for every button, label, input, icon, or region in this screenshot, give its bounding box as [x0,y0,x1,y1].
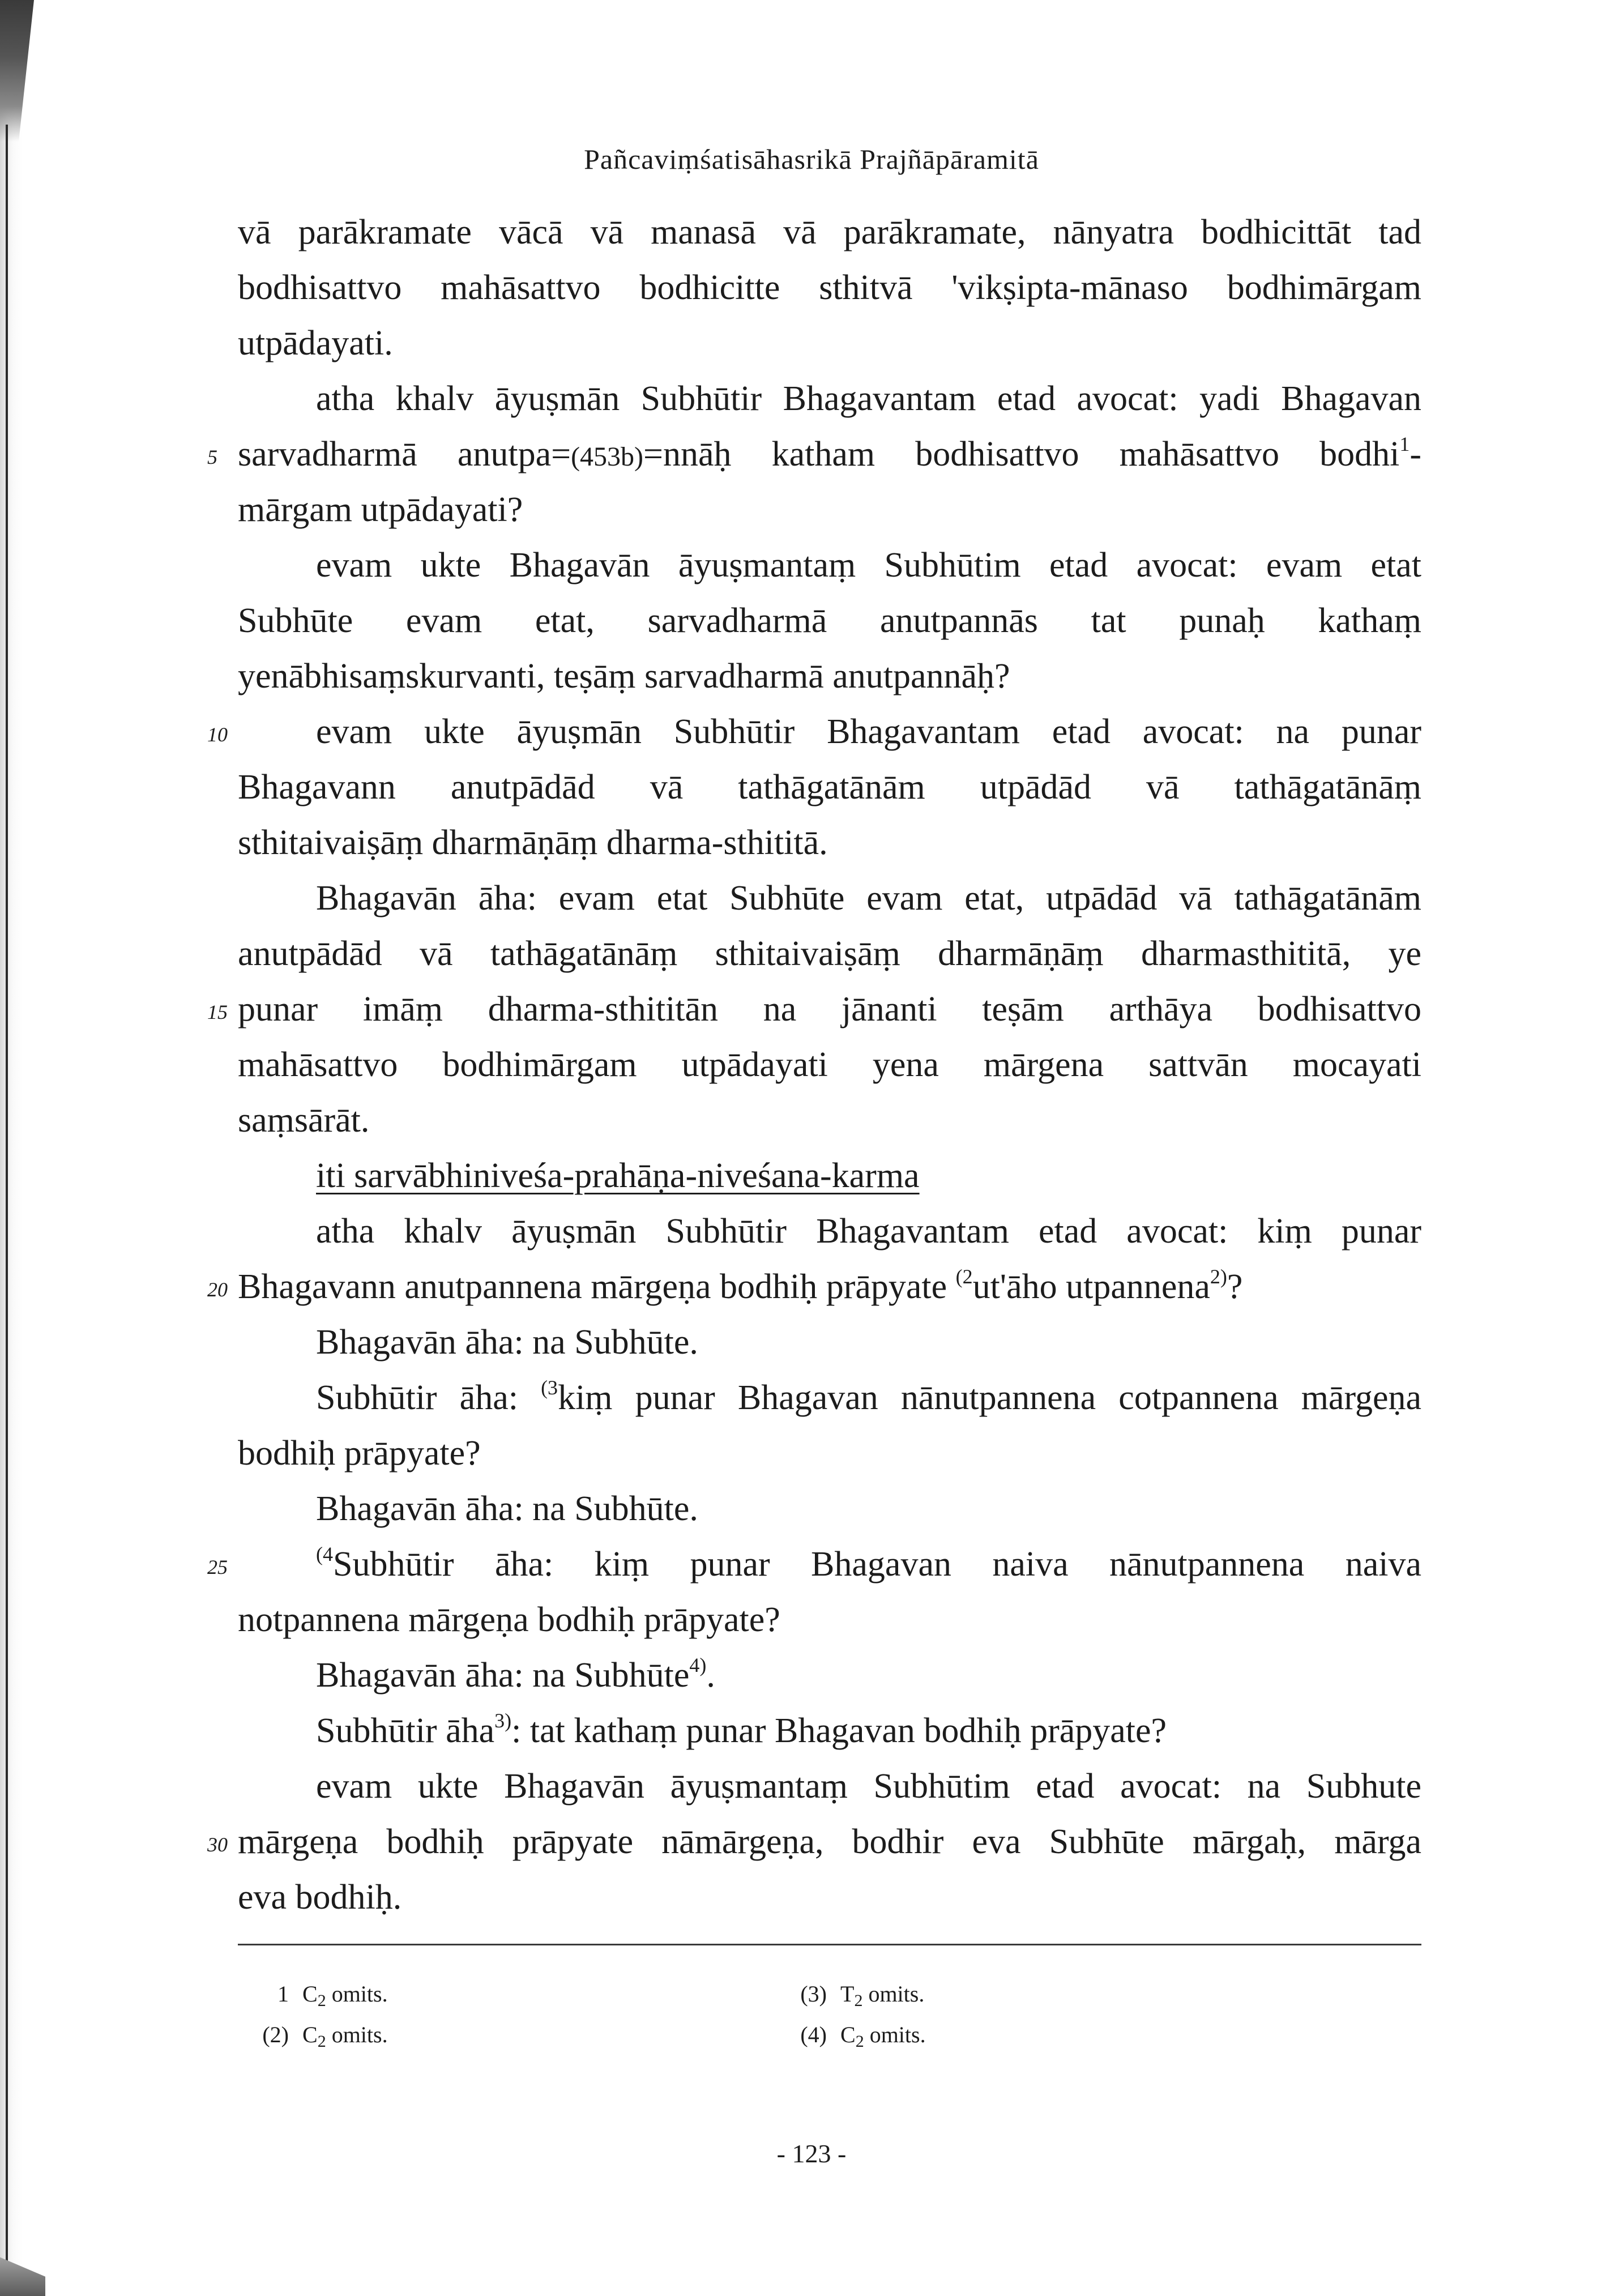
text-line: eva bodhiḥ. [238,1878,402,1917]
folio-reference: (453b) [571,442,644,472]
footnote-text: omits. [326,2022,388,2047]
text-line: mahāsattvo bodhimārgam utpādayati yena mārgena sattvān mocayati [238,1045,1421,1084]
text-line: punar imāṃ dharma-sthititān na jānanti teṣām arthāya bodhisattvo [238,990,1421,1028]
section-colophon [316,1153,1421,1198]
text-line: bodhiḥ prāpyate? [238,1434,481,1473]
footnote-text: omits. [862,1981,925,2007]
text-line: atha khalv āyuṣmān Subhūtir Bhagavantam etad avocat: yadi Bhagavan [316,379,1421,418]
scan-binding-line [6,125,8,2265]
line-number: 20 [207,1278,228,1301]
text-segment: ut'āho utpannena [972,1268,1210,1306]
footnote-text: C [302,2022,318,2047]
text-segment: Bhagavān āha: na Subhūte [316,1656,690,1695]
line-number: 25 [207,1556,228,1578]
footnote [787,1980,924,2008]
footnote [787,2021,926,2049]
text-line [316,1542,1421,1587]
line-number: 10 [207,723,228,746]
footnote-marker: (4 [316,1543,333,1565]
text-segment: Subhūtir āha: [316,1379,541,1417]
footnote-mark: (3) [800,1981,827,2007]
line-number: 5 [207,446,217,468]
text-line: vā parākramate vācā vā manasā vā parākramate, nānyatra bodhicittāt tad [238,213,1421,251]
footnote-mark: (4) [800,2022,827,2047]
footnote-separator [238,1944,1421,1945]
text-line: anutpādād vā tathāgatānāṃ sthitaivaiṣāṃ dharmāṇāṃ dharmasthititā, ye [238,934,1421,973]
text-line [316,1708,1421,1753]
text-line: Bhagavān āha: na Subhūte. [316,1323,698,1362]
page-number: - 123 - [776,2139,847,2168]
text-line: Bhagavān āha: na Subhūte. [316,1490,698,1528]
text-line [316,1375,1421,1420]
text-segment: . [706,1656,715,1695]
text-line: utpādayati. [238,324,393,362]
text-line: mārgam utpādayati? [238,490,523,529]
text-line [238,1264,1421,1309]
text-line: evam ukte Bhagavān āyuṣmantaṃ Subhūtim etad avocat: evam etat [316,546,1421,584]
line-number: 15 [207,1001,228,1023]
text-line [316,1653,1421,1698]
footnote-subscript: 2 [854,1991,863,2010]
text-segment: =nnāḥ katham bodhisattvo mahāsattvo bodhi [643,435,1400,473]
text-line: Bhagavann anutpādād vā tathāgatānām utpādād vā tathāgatānāṃ [238,768,1421,806]
scan-edge-artifact [0,0,40,2296]
footnote [249,1980,388,2008]
text-segment: Bhagavann anutpannena mārgeṇa bodhiḥ prāpyate [238,1268,956,1306]
text-segment: - [1410,435,1421,473]
footnote [249,2021,388,2049]
text-segment: kiṃ punar Bhagavan nānutpannena cotpannena mārgeṇa [558,1379,1422,1417]
footnote-subscript: 2 [317,2032,326,2051]
section-colophon-text: iti sarvābhiniveśa-prahāṇa-niveśana-karma [316,1156,920,1195]
text-line: sthitaivaiṣāṃ dharmāṇāṃ dharma-sthititā. [238,823,828,862]
text-line: Subhūte evam etat, sarvadharmā anutpannās tat punaḥ kathaṃ [238,601,1421,640]
footnote-marker: (3 [541,1376,558,1399]
footnote-marker: 1 [1399,433,1410,455]
footnote-marker: (2 [955,1265,973,1288]
footnote-text: T [840,1981,855,2007]
text-segment: Subhūtir āha: kiṃ punar Bhagavan naiva nānutpannena naiva [333,1545,1421,1584]
scan-shadow-top [0,0,34,142]
text-line: evam ukte Bhagavān āyuṣmantaṃ Subhūtim etad avocat: na Subhute [316,1767,1421,1806]
text-line: yenābhisaṃskurvanti, teṣāṃ sarvadharmā anutpannāḥ? [238,657,1010,695]
text-line: evam ukte āyuṣmān Subhūtir Bhagavantam etad avocat: na punar [316,712,1421,751]
footnote-text: omits. [326,1981,388,2007]
running-title: Pañcaviṃśatisāhasrikā Prajñāpāramitā [584,143,1039,175]
text-line: bodhisattvo mahāsattvo bodhicitte sthitvā 'vikṣipta-mānaso bodhimārgam [238,268,1421,307]
footnote-mark: 1 [277,1981,289,2007]
text-line: mārgeṇa bodhiḥ prāpyate nāmārgeṇa, bodhir eva Subhūte mārgaḥ, mārga [238,1823,1421,1861]
footnote-text: C [840,2022,856,2047]
footnote-subscript: 2 [855,2032,864,2051]
text-segment: : tat kathaṃ punar Bhagavan bodhiḥ prāpyate? [511,1712,1167,1750]
footnote-marker: 2) [1210,1265,1227,1288]
text-line: notpannena mārgeṇa bodhiḥ prāpyate? [238,1601,780,1639]
text-segment: Subhūtir āha [316,1712,495,1750]
footnote-subscript: 2 [317,1991,326,2010]
footnote-marker: 3) [494,1709,512,1732]
text-segment: ? [1227,1268,1243,1306]
footnote-mark: (2) [262,2022,289,2047]
footnote-text: omits. [864,2022,926,2047]
text-line [238,432,1421,480]
text-line: saṃsārāt. [238,1101,370,1140]
footnote-text: C [302,1981,318,2007]
line-number: 30 [207,1833,228,1856]
text-segment: sarvadharmā anutpa= [238,435,571,473]
footnote-marker: 4) [689,1654,707,1676]
text-line: atha khalv āyuṣmān Subhūtir Bhagavantam etad avocat: kiṃ punar [316,1212,1421,1251]
text-line: Bhagavān āha: evam etat Subhūte evam etat, utpādād vā tathāgatānām [316,879,1421,917]
